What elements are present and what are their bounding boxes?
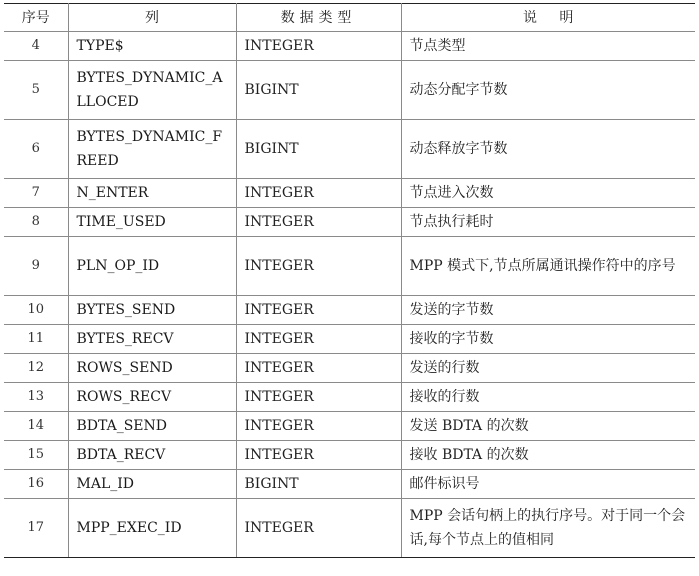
table-row — [4, 354, 695, 383]
row-data-type: INTEGER — [236, 441, 401, 470]
row-column-name: BDTA_RECV — [68, 441, 236, 470]
row-index: 4 — [4, 32, 68, 61]
row-column-name: TYPE$ — [68, 32, 236, 61]
table-row — [4, 325, 695, 354]
row-column-name: TIME_USED — [68, 208, 236, 237]
row-column-name: BYTES_SEND — [68, 296, 236, 325]
row-column-name: BYTES_RECV — [68, 325, 236, 354]
table-row — [4, 441, 695, 470]
row-description: 节点执行耗时 — [401, 208, 695, 237]
row-description: MPP 会话句柄上的执行序号。对于同一个会话,每个节点上的值相同 — [401, 499, 695, 558]
row-column-name: PLN_OP_ID — [68, 237, 236, 296]
row-data-type: INTEGER — [236, 179, 401, 208]
row-data-type: BIGINT — [236, 61, 401, 120]
row-description: 接收 BDTA 的次数 — [401, 441, 695, 470]
row-data-type: INTEGER — [236, 208, 401, 237]
row-column-name: ROWS_SEND — [68, 354, 236, 383]
table-row — [4, 32, 695, 61]
row-data-type: INTEGER — [236, 383, 401, 412]
row-index: 13 — [4, 383, 68, 412]
table-row — [4, 179, 695, 208]
header-index: 序号 — [4, 4, 68, 32]
row-index: 6 — [4, 120, 68, 179]
row-data-type: INTEGER — [236, 32, 401, 61]
row-column-name: ROWS_RECV — [68, 383, 236, 412]
row-data-type: INTEGER — [236, 237, 401, 296]
row-description: 接收的行数 — [401, 383, 695, 412]
row-index: 8 — [4, 208, 68, 237]
row-data-type: BIGINT — [236, 470, 401, 499]
row-data-type: INTEGER — [236, 325, 401, 354]
table-row — [4, 412, 695, 441]
row-data-type: INTEGER — [236, 412, 401, 441]
column-definition-table — [4, 3, 695, 558]
row-description: 发送的字节数 — [401, 296, 695, 325]
row-description: 节点类型 — [401, 32, 695, 61]
row-index: 14 — [4, 412, 68, 441]
header-description: 说明 — [401, 4, 695, 32]
table-row — [4, 296, 695, 325]
row-index: 17 — [4, 499, 68, 558]
row-data-type: BIGINT — [236, 120, 401, 179]
row-description: 动态释放字节数 — [401, 120, 695, 179]
table-row — [4, 120, 695, 179]
row-data-type: INTEGER — [236, 296, 401, 325]
row-index: 15 — [4, 441, 68, 470]
row-data-type: INTEGER — [236, 354, 401, 383]
row-index: 12 — [4, 354, 68, 383]
row-index: 5 — [4, 61, 68, 120]
table-row — [4, 208, 695, 237]
row-description: 邮件标识号 — [401, 470, 695, 499]
row-description: 发送的行数 — [401, 354, 695, 383]
row-column-name: MPP_EXEC_ID — [68, 499, 236, 558]
table-row — [4, 237, 695, 296]
row-data-type: INTEGER — [236, 499, 401, 558]
table-header-row — [4, 4, 695, 32]
row-column-name: BDTA_SEND — [68, 412, 236, 441]
table-row — [4, 470, 695, 499]
table-row — [4, 383, 695, 412]
row-description: 接收的字节数 — [401, 325, 695, 354]
row-column-name: BYTES_DYNAMIC_ALLOCED — [68, 61, 236, 120]
row-description: 动态分配字节数 — [401, 61, 695, 120]
row-index: 11 — [4, 325, 68, 354]
row-column-name: MAL_ID — [68, 470, 236, 499]
row-index: 7 — [4, 179, 68, 208]
row-description: 发送 BDTA 的次数 — [401, 412, 695, 441]
row-column-name: BYTES_DYNAMIC_FREED — [68, 120, 236, 179]
row-index: 9 — [4, 237, 68, 296]
row-index: 10 — [4, 296, 68, 325]
table-row — [4, 61, 695, 120]
table-row — [4, 499, 695, 558]
row-index: 16 — [4, 470, 68, 499]
header-column: 列 — [68, 4, 236, 32]
row-column-name: N_ENTER — [68, 179, 236, 208]
row-description: 节点进入次数 — [401, 179, 695, 208]
header-data-type: 数据类型 — [236, 4, 401, 32]
row-description: MPP 模式下,节点所属通讯操作符中的序号 — [401, 237, 695, 296]
